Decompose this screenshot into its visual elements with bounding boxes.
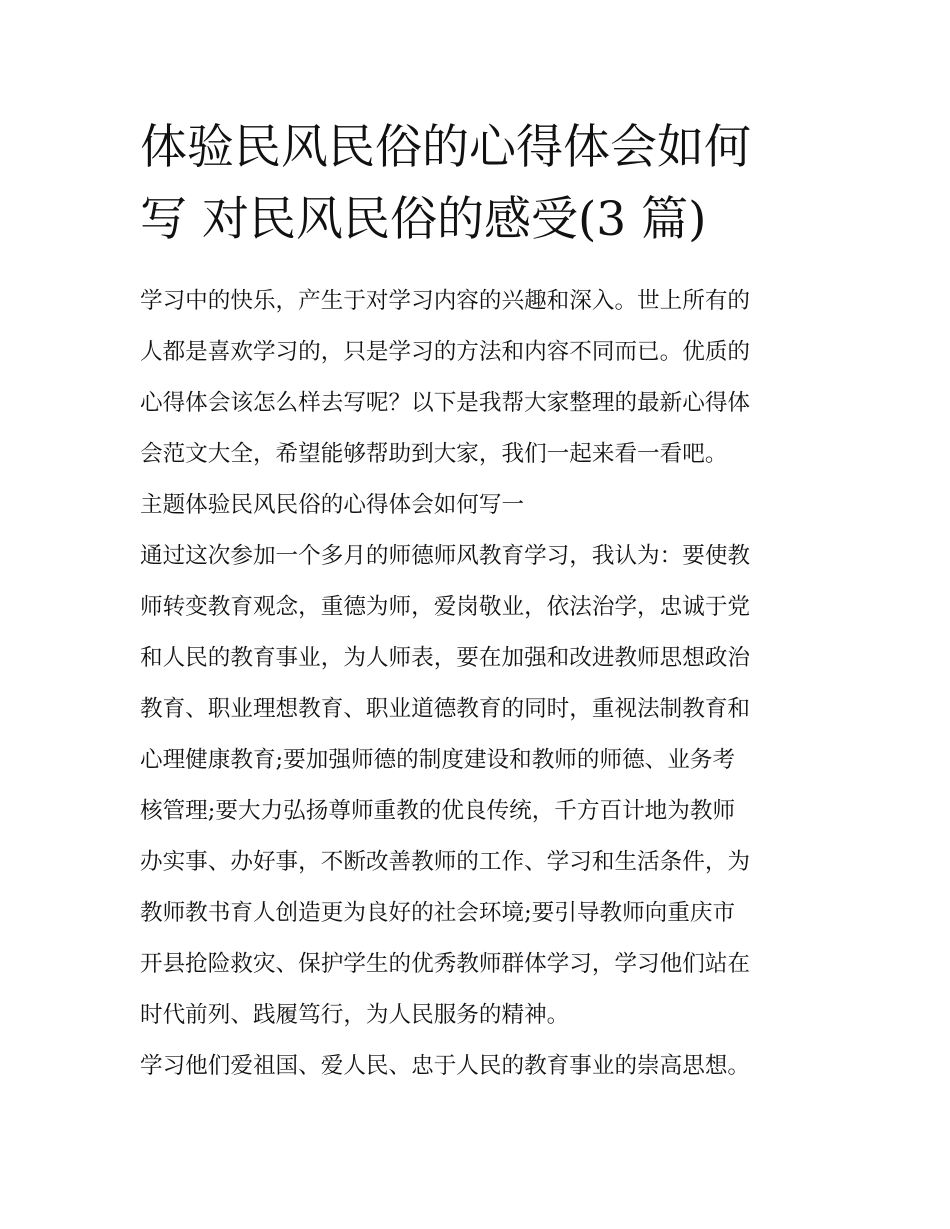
paragraph-line: 和人民的教育事业，为人师表，要在加强和改进教师思想政治 <box>140 645 751 671</box>
paragraph-line: 教育、职业理想教育、职业道德教育的同时，重视法制教育和 <box>140 696 751 722</box>
paragraph-line: 时代前列、践履笃行，为人民服务的精神。 <box>140 1002 570 1028</box>
paragraph-line: 学习他们爱祖国、爱人民、忠于人民的教育事业的崇高思想。 <box>140 1053 751 1079</box>
paragraph-line: 师转变教育观念，重德为师，爱岗敬业，依法治学，忠诚于党 <box>140 594 751 620</box>
title-line-2: 写 对民风民俗的感受(3 篇) <box>140 192 707 247</box>
title-line-1: 体验民风民俗的心得体会如何 <box>140 120 751 175</box>
document-body <box>140 276 830 1092</box>
intro-paragraph <box>140 276 830 480</box>
paragraph-line: 核管理;要大力弘扬尊师重教的优良传统，千方百计地为教师 <box>140 798 736 824</box>
paragraph-line: 通过这次参加一个多月的师德师风教育学习，我认为：要使教 <box>140 543 751 569</box>
intro-line: 心得体会该怎么样去写呢？以下是我帮大家整理的最新心得体 <box>140 390 751 416</box>
paragraph-line: 办实事、办好事，不断改善教师的工作、学习和生活条件，为 <box>140 849 751 875</box>
intro-line: 学习中的快乐，产生于对学习内容的兴趣和深入。世上所有的 <box>140 288 751 314</box>
body-paragraph-2 <box>140 1041 830 1092</box>
paragraph-line: 教师教书育人创造更为良好的社会环境;要引导教师向重庆市 <box>140 900 736 926</box>
paragraph-line: 心理健康教育;要加强师德的制度建设和教师的师德、业务考 <box>140 747 736 773</box>
body-paragraph-1 <box>140 531 830 1041</box>
paragraph-line: 开县抢险救灾、保护学生的优秀教师群体学习，学习他们站在 <box>140 951 751 977</box>
document-title <box>140 112 820 256</box>
intro-line: 人都是喜欢学习的，只是学习的方法和内容不同而已。优质的 <box>140 339 751 365</box>
section-heading: 主题体验民风民俗的心得体会如何写一 <box>140 492 525 518</box>
intro-line: 会范文大全，希望能够帮助到大家，我们一起来看一看吧。 <box>140 441 728 467</box>
